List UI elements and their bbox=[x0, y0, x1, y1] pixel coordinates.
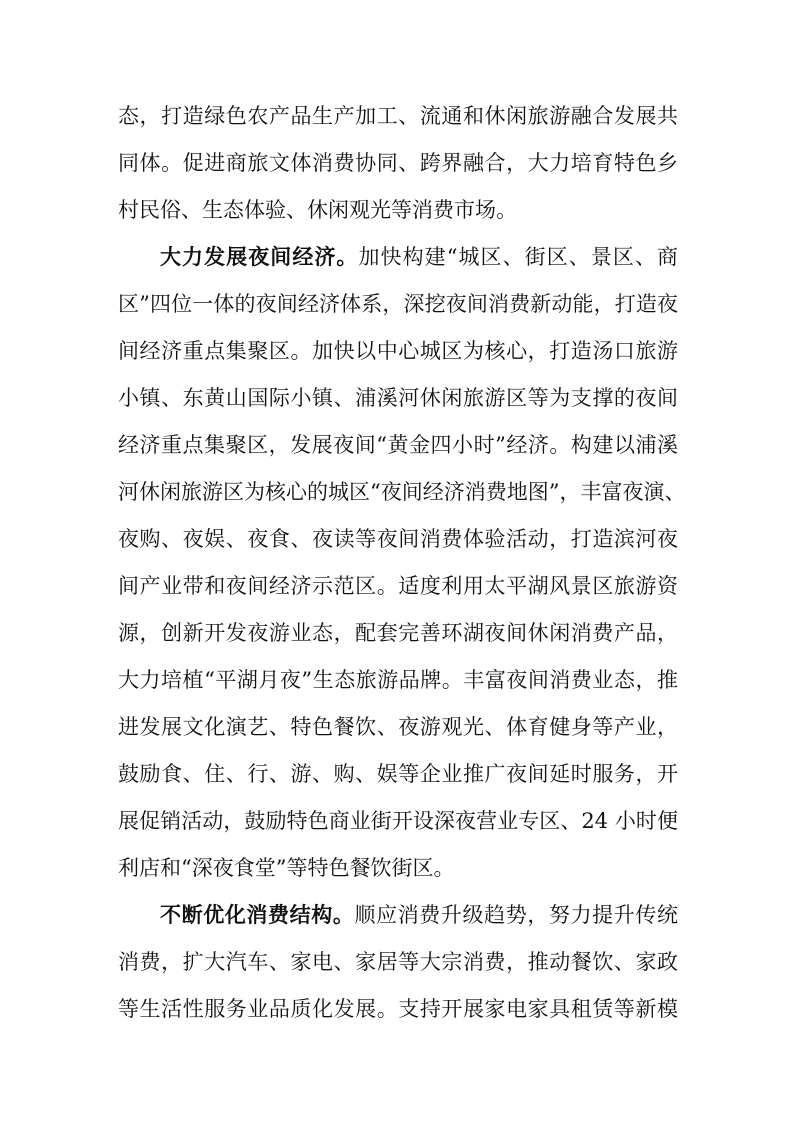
text-line: 区”四位一体的夜间经济体系，深挖夜间消费新动能，打造夜 bbox=[118, 292, 678, 316]
text-line: 态，打造绿色农产品生产加工、流通和休闲旅游融合发展共 bbox=[118, 104, 678, 128]
text-line: 河休闲旅游区为核心的城区“夜间经济消费地图”，丰富夜演、 bbox=[118, 480, 686, 504]
text-line: 经济重点集聚区，发展夜间“黄金四小时”经济。构建以浦溪 bbox=[118, 433, 678, 457]
section-heading: 不断优化消费结构。 bbox=[160, 902, 355, 927]
text-line: 等生活性服务业品质化发展。支持开展家电家具租赁等新模 bbox=[118, 997, 678, 1021]
text-line: 利店和“深夜食堂”等特色餐饮街区。 bbox=[118, 856, 455, 880]
text-line: 村民俗、生态体验、休闲观光等消费市场。 bbox=[118, 198, 517, 222]
text-line: 进发展文化演艺、特色餐饮、夜游观光、体育健身等产业， bbox=[118, 715, 678, 739]
text-line: 同体。促进商旅文体消费协同、跨界融合，大力培育特色乡 bbox=[118, 151, 678, 175]
text-line: 源，创新开发夜游业态，配套完善环湖夜间休闲消费产品， bbox=[118, 621, 678, 645]
text-line: 大力培植“平湖月夜”生态旅游品牌。丰富夜间消费业态，推 bbox=[118, 668, 678, 692]
text-line: 间产业带和夜间经济示范区。适度利用太平湖风景区旅游资 bbox=[118, 574, 678, 598]
text-line: 小镇、东黄山国际小镇、浦溪河休闲旅游区等为支撑的夜间 bbox=[118, 386, 678, 410]
paragraph-first-line bbox=[160, 237, 678, 277]
section-heading: 大力发展夜间经济。 bbox=[160, 244, 359, 269]
text-run: 加快构建“城区、街区、景区、商 bbox=[358, 245, 678, 269]
text-line: 鼓励食、住、行、游、购、娱等企业推广夜间延时服务，开 bbox=[118, 762, 678, 786]
text-line: 展促销活动，鼓励特色商业街开设深夜营业专区、24 小时便 bbox=[118, 809, 678, 833]
text-line: 间经济重点集聚区。加快以中心城区为核心，打造汤口旅游 bbox=[118, 339, 678, 363]
text-run: 顺应消费升级趋势，努力提升传统 bbox=[354, 903, 679, 927]
text-line: 消费，扩大汽车、家电、家居等大宗消费，推动餐饮、家政 bbox=[118, 950, 678, 974]
text-line: 夜购、夜娱、夜食、夜读等夜间消费体验活动，打造滨河夜 bbox=[118, 527, 678, 551]
paragraph-first-line bbox=[160, 895, 678, 935]
